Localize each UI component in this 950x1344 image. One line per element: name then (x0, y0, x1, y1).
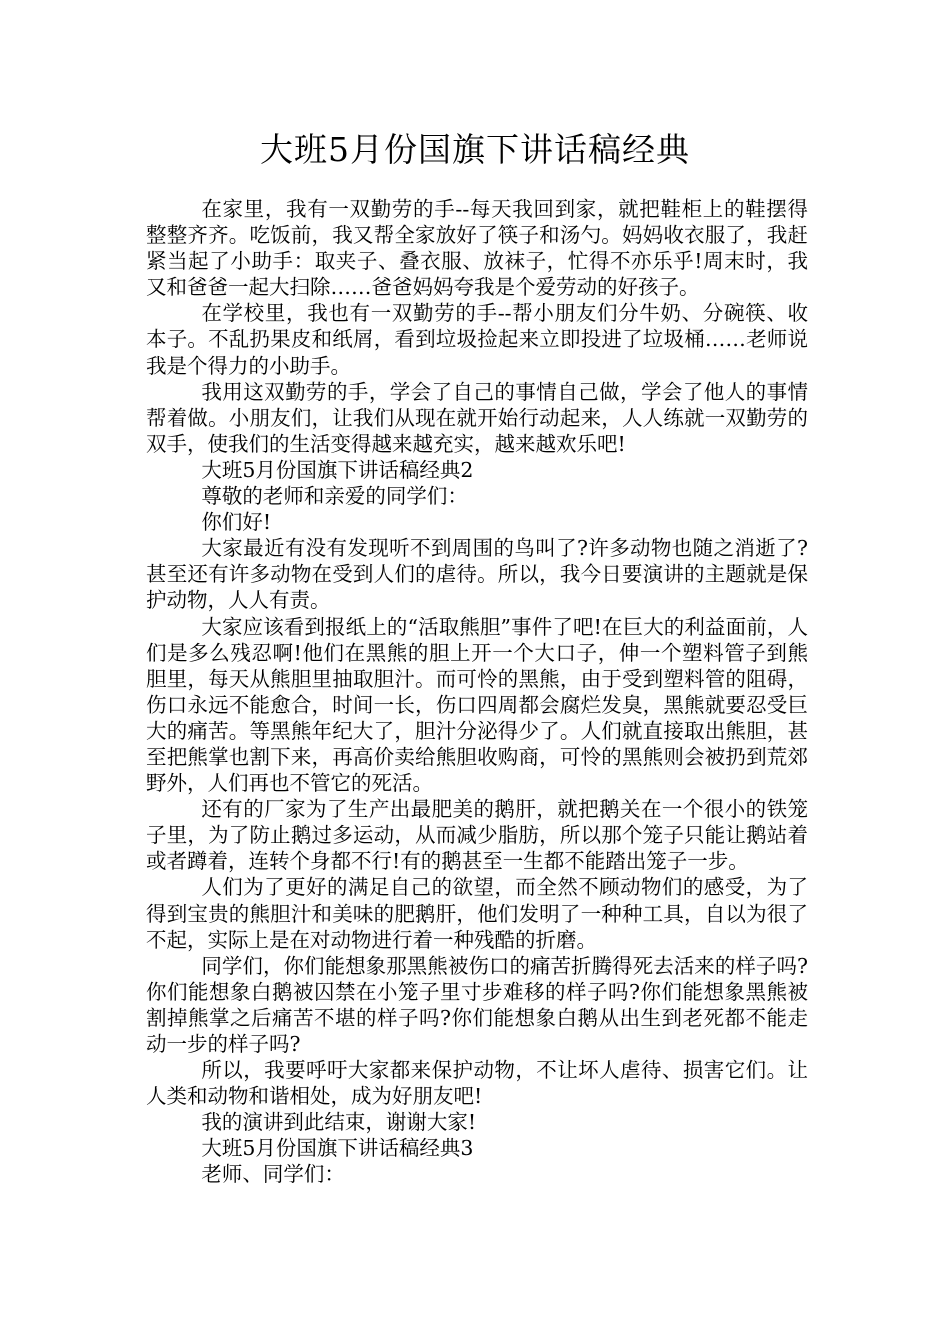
paragraph-human-desire: 人们为了更好的满足自己的欲望，而全然不顾动物们的感受，为了得到宝贵的熊胆汁和美味的肥鹅肝，他们发明了一种种工具，自以为很了不起，实际上是在对动物进行着一种残酷的折磨。 (146, 875, 808, 952)
paragraph-home-hands: 在家里，我有一双勤劳的手--每天我回到家，就把鞋柜上的鞋摆得整整齐齐。吃饭前，我又帮全家放好了筷子和汤勺。妈妈收衣服了，我赶紧当起了小助手：取夹子、叠衣服、放袜子，忙得不亦乐乎!周末时，我又和爸爸一起大扫除……爸爸妈妈夸我是个爱劳动的好孩子。 (146, 197, 808, 300)
section-heading-3: 大班5月份国旗下讲话稿经典3 (201, 1136, 474, 1161)
paragraph-goose-liver: 还有的厂家为了生产出最肥美的鹅肝，就把鹅关在一个很小的铁笼子里，为了防止鹅过多运动，从而减少脂肪，所以那个笼子只能让鹅站着或者蹲着，连转个身都不行!有的鹅甚至一生都不能踏出笼子一步。 (146, 797, 808, 874)
document-title: 大班5月份国旗下讲话稿经典 (260, 130, 690, 169)
paragraph-call-to-action: 我用这双勤劳的手，学会了自己的事情自己做，学会了他人的事情帮着做。小朋友们，让我们从现在就开始行动起来，人人练就一双勤劳的双手，使我们的生活变得越来越充实，越来越欢乐吧! (146, 379, 808, 456)
paragraph-imagine: 同学们，你们能想象那黑熊被伤口的痛苦折腾得死去活来的样子吗?你们能想象白鹅被囚禁在小笼子里寸步难移的样子吗?你们能想象黑熊被割掉熊掌之后痛苦不堪的样子吗?你们能想象白鹅从出生到老死都不能走动一步的样子吗? (146, 953, 808, 1056)
paragraph-school-hands: 在学校里，我也有一双勤劳的手--帮小朋友们分牛奶、分碗筷、收本子。不乱扔果皮和纸屑，看到垃圾捡起来立即投进了垃圾桶……老师说我是个得力的小助手。 (146, 301, 808, 378)
paragraph-appeal: 所以，我要呼吁大家都来保护动物，不让坏人虐待、损害它们。让人类和动物和谐相处，成为好朋友吧! (146, 1058, 808, 1109)
paragraph-closing: 我的演讲到此结束，谢谢大家! (201, 1110, 477, 1135)
greeting-2: 你们好! (201, 510, 272, 535)
salutation-2: 尊敬的老师和亲爱的同学们： (201, 484, 468, 509)
paragraph-bear-bile: 大家应该看到报纸上的“活取熊胆”事件了吧!在巨大的利益面前，人们是多么残忍啊!他们在黑熊的胆上开一个大口子，伸一个塑料管子到熊胆里，每天从熊胆里抽取胆汁。而可怜的黑熊，由于受到塑料管的阻碍，伤口永远不能愈合，时间一长，伤口四周都会腐烂发臭，黑熊就要忍受巨大的痛苦。等黑熊年纪大了，胆汁分泌得少了。人们就直接取出熊胆，甚至把熊掌也割下来，再高价卖给熊胆收购商，可怜的黑熊则会被扔到荒郊野外，人们再也不管它的死活。 (146, 614, 808, 796)
section-heading-2: 大班5月份国旗下讲话稿经典2 (201, 457, 474, 482)
salutation-3: 老师、同学们： (201, 1162, 345, 1187)
paragraph-birds-missing: 大家最近有没有发现听不到周围的鸟叫了?许多动物也随之消逝了?甚至还有许多动物在受到人们的虐待。所以，我今日要演讲的主题就是保护动物，人人有责。 (146, 536, 808, 613)
document-body (146, 196, 808, 1188)
